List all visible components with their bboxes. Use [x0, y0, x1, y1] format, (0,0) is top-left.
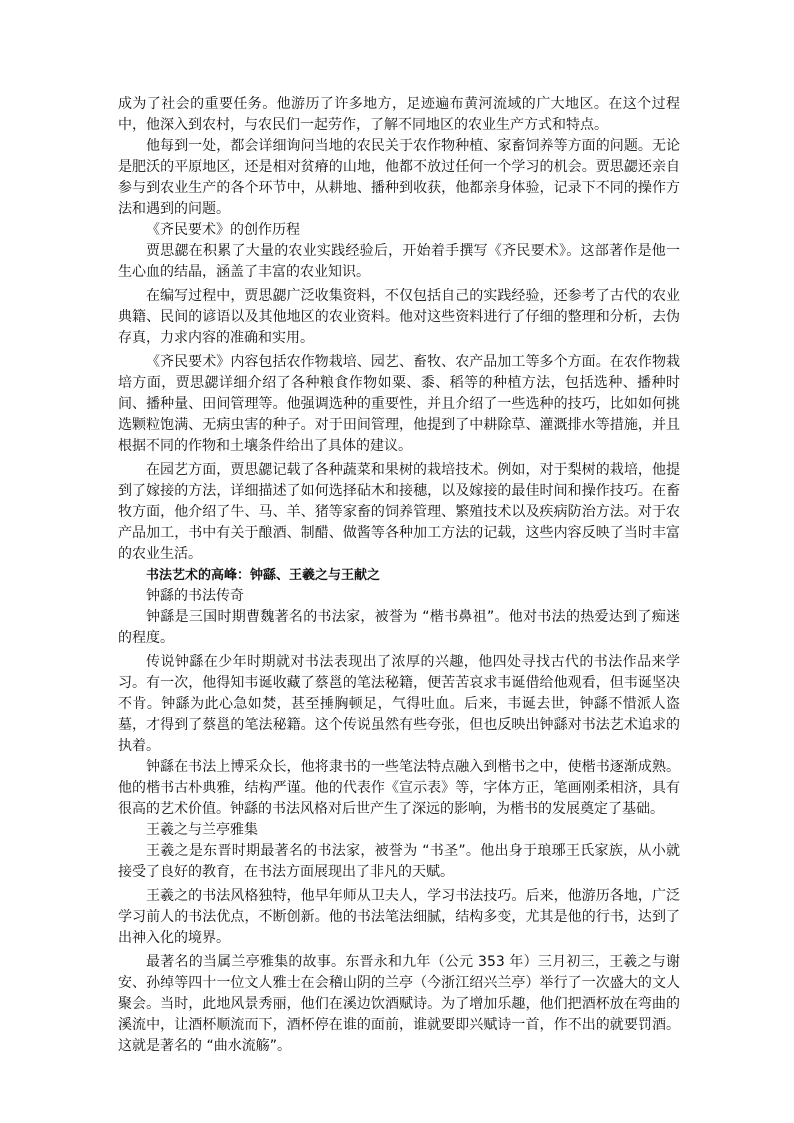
paragraph-wang-xizhi-intro: 王羲之是东晋时期最著名的书法家，被誉为 “书圣”。他出身于琅琊王氏家族，从小就接受了良好的教育，在书法方面展现出了非凡的天赋。	[118, 843, 680, 880]
section-heading-qimin-yaoshu: 《齐民要术》的创作历程	[146, 222, 300, 238]
paragraph-zhong-yao-legend: 传说钟繇在少年时期就对书法表现出了浓厚的兴趣，他四处寻找古代的书法作品来学习。有一次，他得知韦诞收藏了蔡邕的笔法秘籍，便苦苦哀求韦诞借给他观看，但韦诞坚决不肯。钟繇为此心急如焚，甚至捶胸顿足，气得吐血。后来，韦诞去世，钟繇不惜派人盗墓，才得到了蔡邕的笔法秘籍。这个传说虽然有些夸张，但也反映出钟繇对书法艺术追求的执着。	[118, 654, 680, 754]
section-heading-zhong-yao: 钟繇的书法传奇	[146, 588, 244, 604]
paragraph-zhong-yao-intro: 钟繇是三国时期曹魏著名的书法家，被誉为 “楷书鼻祖”。他对书法的热爱达到了痴迷的程度。	[118, 609, 680, 646]
paragraph-compilation: 在编写过程中，贾思勰广泛收集资料，不仅包括自己的实践经验，还参考了古代的农业典籍、民间的谚语以及其他地区的农业资料。他对这些资料进行了仔细的整理和分析，去伪存真，力求内容的准确和实用。	[118, 288, 680, 346]
paragraph-wang-xizhi-style: 王羲之的书法风格独特，他早年师从卫夫人，学习书法技巧。后来，他游历各地，广泛学习前人的书法优点，不断创新。他的书法笔法细腻，结构多变，尤其是他的行书，达到了出神入化的境界。	[118, 888, 680, 946]
paragraph-jia-inquiry: 他每到一处，都会详细询问当地的农民关于农作物种植、家畜饲养等方面的问题。无论是肥沃的平原地区，还是相对贫瘠的山地，他都不放过任何一个学习的机会。贾思勰还亲自参与到农业生产的各个环节中，从耕地、播种到收获，他都亲身体验，记录下不同的操作方法和遇到的问题。	[118, 138, 680, 217]
chapter-heading-calligraphy: 书法艺术的高峰：钟繇、王羲之与王献之	[146, 568, 381, 583]
paragraph-writing-start: 贾思勰在积累了大量的农业实践经验后，开始着手撰写《齐民要术》。这部著作是他一生心血的结晶，涵盖了丰富的农业知识。	[118, 243, 680, 280]
paragraph-jia-travels: 成为了社会的重要任务。他游历了许多地方，足迹遍布黄河流域的广大地区。在这个过程中，他深入到农村，与农民们一起劳作，了解不同地区的农业生产方式和特点。	[118, 96, 680, 133]
section-heading-wang-xizhi: 王羲之与兰亭雅集	[146, 822, 258, 838]
paragraph-zhong-yao-style: 钟繇在书法上博采众长，他将隶书的一些笔法特点融入到楷书之中，使楷书逐渐成熟。他的楷书古朴典雅，结构严谨。他的代表作《宣示表》等，字体方正，笔画刚柔相济，具有很高的艺术价值。钟繇的书法风格对后世产生了深远的影响，为楷书的发展奠定了基础。	[118, 759, 680, 817]
document-page	[118, 94, 680, 1057]
paragraph-crop-cultivation: 《齐民要术》内容包括农作物栽培、园艺、畜牧、农产品加工等多个方面。在农作物栽培方面，贾思勰详细介绍了各种粮食作物如粟、黍、稻等的种植方法，包括选种、播种时间、播种量、田间管理等。他强调选种的重要性，并且介绍了一些选种的技巧，比如如何挑选颗粒饱满、无病虫害的种子。对于田间管理，他提到了中耕除草、灌溉排水等措施，并且根据不同的作物和土壤条件给出了具体的建议。	[118, 354, 680, 454]
paragraph-horticulture: 在园艺方面，贾思勰记载了各种蔬菜和果树的栽培技术。例如，对于梨树的栽培，他提到了嫁接的方法，详细描述了如何选择砧木和接穗，以及嫁接的最佳时间和操作技巧。在畜牧方面，他介绍了牛、马、羊、猪等家畜的饲养管理、繁殖技术以及疾病防治方法。对于农产品加工，书中有关于酿酒、制醋、做酱等各种加工方法的记载，这些内容反映了当时丰富的农业生活。	[118, 462, 680, 562]
paragraph-lanting-gathering: 最著名的当属兰亭雅集的故事。东晋永和九年（公元 353 年）三月初三，王羲之与谢安、孙绰等四十一位文人雅士在会稽山阴的兰亭（今浙江绍兴兰亭）举行了一次盛大的文人聚会。当时，此地风景秀丽，他们在溪边饮酒赋诗。为了增加乐趣，他们把酒杯放在弯曲的溪流中，让酒杯顺流而下，酒杯停在谁的面前，谁就要即兴赋诗一首，作不出的就要罚酒。这就是著名的 “曲水流觞”。	[118, 954, 680, 1054]
